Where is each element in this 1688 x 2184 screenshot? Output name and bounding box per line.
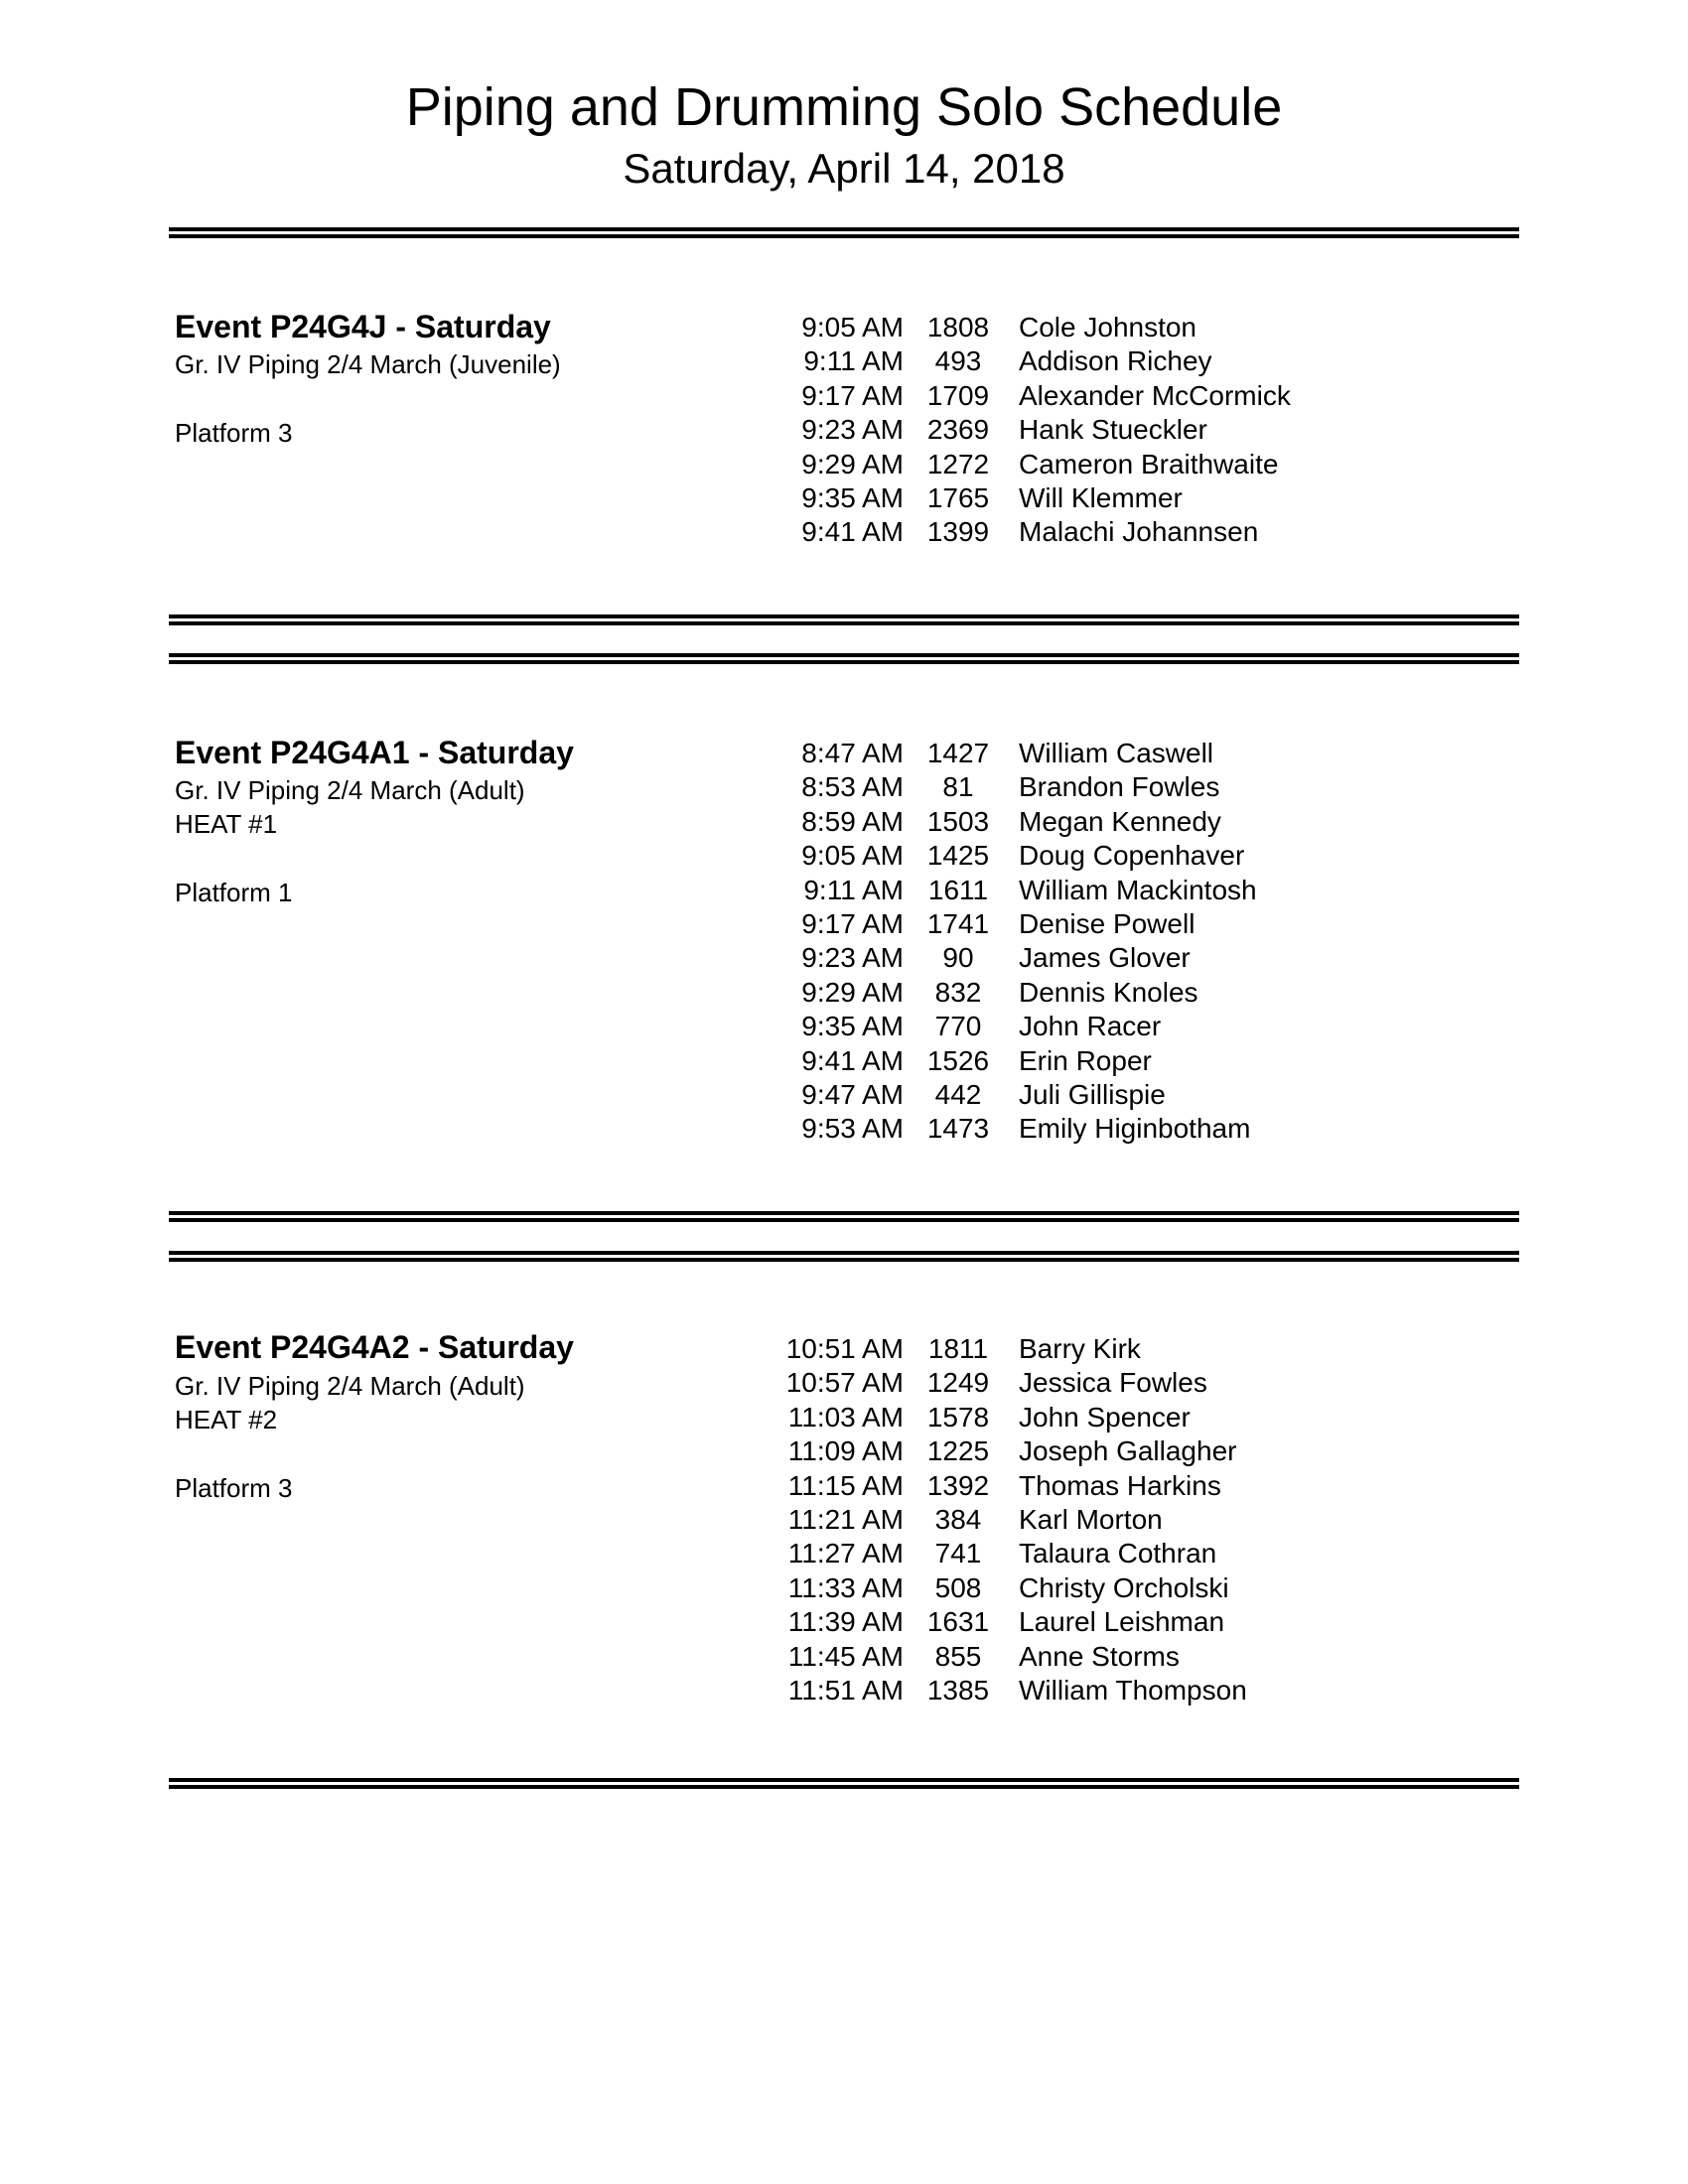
entry-time: 9:05 AM [801, 840, 904, 872]
entry-number: 1473 [926, 1113, 990, 1145]
entry-time: 11:33 AM [787, 1571, 904, 1603]
entry-name: Doug Copenhaver [1019, 840, 1245, 872]
event-description: Gr. IV Piping 2/4 March (Juvenile) [175, 349, 561, 379]
entry-row [0, 413, 1688, 447]
entry-number: 2369 [926, 414, 990, 446]
entry-number: 1399 [926, 516, 990, 548]
entry-number: 1272 [926, 448, 990, 479]
entry-time: 11:15 AM [787, 1469, 904, 1501]
entry-name: James Glover [1019, 942, 1191, 974]
event-heat: HEAT #1 [175, 809, 278, 839]
entry-number: 770 [934, 1011, 982, 1042]
entry-row [0, 515, 1688, 549]
entry-name: William Caswell [1019, 738, 1214, 768]
event-title: Event P24G4J - Saturday [175, 309, 551, 344]
event-description: Gr. IV Piping 2/4 March (Adult) [175, 1371, 525, 1401]
entry-time: 11:09 AM [787, 1435, 904, 1467]
entry-time: 9:35 AM [801, 481, 904, 513]
event-platform: Platform 3 [175, 418, 293, 448]
entry-name: John Spencer [1019, 1401, 1191, 1433]
entry-row [0, 344, 1688, 378]
entry-list [0, 1332, 1688, 1707]
entry-time: 9:23 AM [801, 942, 904, 974]
entry-time: 11:21 AM [787, 1503, 904, 1535]
entry-time: 11:27 AM [787, 1538, 904, 1570]
entry-name: William Mackintosh [1019, 874, 1257, 905]
entry-number: 1385 [926, 1674, 990, 1706]
entry-name: Malachi Johannsen [1019, 516, 1259, 548]
entry-time: 9:53 AM [801, 1113, 904, 1145]
entry-time: 9:29 AM [801, 976, 904, 1008]
entry-number: 508 [934, 1571, 982, 1603]
entry-number: 1611 [927, 874, 989, 905]
entry-row [0, 1469, 1688, 1503]
entry-time: 9:17 AM [801, 907, 904, 939]
entry-name: Emily Higinbotham [1019, 1113, 1251, 1145]
entry-list [0, 737, 1688, 1147]
entry-row [0, 770, 1688, 804]
entry-time: 9:05 AM [801, 312, 904, 342]
event-heat: HEAT #2 [175, 1405, 278, 1434]
entry-row [0, 805, 1688, 839]
entry-number: 1503 [926, 805, 990, 837]
entry-name: Alexander McCormick [1019, 379, 1291, 411]
entry-number: 81 [942, 771, 974, 803]
entry-time: 9:35 AM [801, 1011, 904, 1042]
entry-row [0, 737, 1688, 770]
entry-time: 11:03 AM [787, 1401, 904, 1433]
entry-row [0, 1674, 1688, 1707]
entry-row [0, 941, 1688, 975]
entry-name: Dennis Knoles [1019, 976, 1198, 1008]
entry-time: 9:47 AM [801, 1078, 904, 1110]
entry-number: 1741 [926, 907, 990, 939]
entry-number: 384 [934, 1503, 982, 1535]
page-title: Piping and Drumming Solo Schedule [405, 77, 1283, 137]
entry-time: 10:57 AM [785, 1367, 904, 1399]
entry-name: Hank Stueckler [1019, 414, 1207, 446]
entry-time: 9:41 AM [801, 516, 904, 548]
entry-name: Cole Johnston [1019, 312, 1197, 342]
entry-time: 9:41 AM [801, 1044, 904, 1076]
entry-time: 9:29 AM [801, 448, 904, 479]
divider [169, 614, 1519, 625]
entry-row [0, 1640, 1688, 1674]
event-title: Event P24G4A1 - Saturday [175, 735, 574, 770]
entry-row [0, 874, 1688, 907]
event-platform: Platform 1 [175, 878, 293, 907]
entry-list [0, 311, 1688, 550]
entry-time: 8:47 AM [801, 738, 904, 768]
entry-name: Karl Morton [1019, 1503, 1163, 1535]
entry-number: 1765 [926, 481, 990, 513]
entry-time: 9:11 AM [803, 345, 904, 377]
entry-row [0, 1078, 1688, 1112]
entry-name: Brandon Fowles [1019, 771, 1220, 803]
entry-time: 9:11 AM [803, 874, 904, 905]
entry-number: 1578 [926, 1401, 990, 1433]
entry-number: 493 [934, 345, 982, 377]
entry-row [0, 1605, 1688, 1639]
entry-name: Denise Powell [1019, 907, 1196, 939]
entry-row [0, 1434, 1688, 1468]
entry-number: 1709 [926, 379, 990, 411]
entry-row [0, 448, 1688, 481]
entry-number: 1808 [926, 312, 990, 342]
entry-row [0, 1401, 1688, 1434]
page-subtitle: Saturday, April 14, 2018 [623, 145, 1065, 192]
entry-row [0, 1571, 1688, 1605]
entry-time: 8:59 AM [801, 805, 904, 837]
divider [169, 1251, 1519, 1262]
entry-row [0, 1044, 1688, 1078]
event-description: Gr. IV Piping 2/4 March (Adult) [175, 775, 525, 805]
entry-number: 1425 [926, 840, 990, 872]
entry-name: Joseph Gallagher [1019, 1435, 1237, 1467]
entry-name: Jessica Fowles [1019, 1367, 1207, 1399]
entry-number: 1631 [926, 1606, 990, 1638]
entry-name: Juli Gillispie [1019, 1078, 1166, 1110]
entry-time: 11:51 AM [787, 1674, 904, 1706]
entry-number: 832 [934, 976, 982, 1008]
entry-name: Talaura Cothran [1019, 1538, 1217, 1570]
entry-number: 855 [934, 1640, 982, 1672]
entry-number: 741 [934, 1538, 982, 1570]
entry-time: 11:45 AM [787, 1640, 904, 1672]
divider [169, 653, 1519, 664]
entry-name: Christy Orcholski [1019, 1571, 1229, 1603]
entry-row [0, 1366, 1688, 1400]
entry-name: Barry Kirk [1019, 1333, 1141, 1364]
entry-time: 9:17 AM [801, 379, 904, 411]
entry-name: Laurel Leishman [1019, 1606, 1225, 1638]
entry-row [0, 839, 1688, 873]
entry-time: 10:51 AM [785, 1333, 904, 1364]
entry-number: 1811 [927, 1333, 989, 1364]
divider [169, 1778, 1519, 1789]
entry-row [0, 311, 1688, 344]
divider [169, 227, 1519, 238]
entry-time: 8:53 AM [801, 771, 904, 803]
divider [169, 1211, 1519, 1222]
entry-row [0, 1503, 1688, 1537]
entry-number: 90 [942, 942, 974, 974]
entry-name: Addison Richey [1019, 345, 1212, 377]
entry-row [0, 1112, 1688, 1146]
entry-name: Cameron Braithwaite [1019, 448, 1279, 479]
entry-name: Anne Storms [1019, 1640, 1180, 1672]
entry-name: Will Klemmer [1019, 481, 1183, 513]
entry-name: William Thompson [1019, 1674, 1247, 1706]
entry-row [0, 481, 1688, 515]
entry-row [0, 976, 1688, 1010]
entry-name: Thomas Harkins [1019, 1469, 1221, 1501]
entry-name: Erin Roper [1019, 1044, 1152, 1076]
entry-time: 9:23 AM [801, 414, 904, 446]
entry-row [0, 1537, 1688, 1570]
entry-number: 1526 [926, 1044, 990, 1076]
entry-time: 11:39 AM [787, 1606, 904, 1638]
entry-name: Megan Kennedy [1019, 805, 1221, 837]
entry-row [0, 1010, 1688, 1043]
event-platform: Platform 3 [175, 1473, 293, 1503]
entry-row [0, 379, 1688, 413]
event-title: Event P24G4A2 - Saturday [175, 1329, 574, 1365]
entry-row [0, 1332, 1688, 1366]
entry-number: 1249 [926, 1367, 990, 1399]
entry-row [0, 907, 1688, 941]
entry-number: 1225 [926, 1435, 990, 1467]
entry-number: 1392 [926, 1469, 990, 1501]
entry-name: John Racer [1019, 1011, 1162, 1042]
entry-number: 1427 [926, 738, 990, 768]
entry-number: 442 [934, 1078, 982, 1110]
